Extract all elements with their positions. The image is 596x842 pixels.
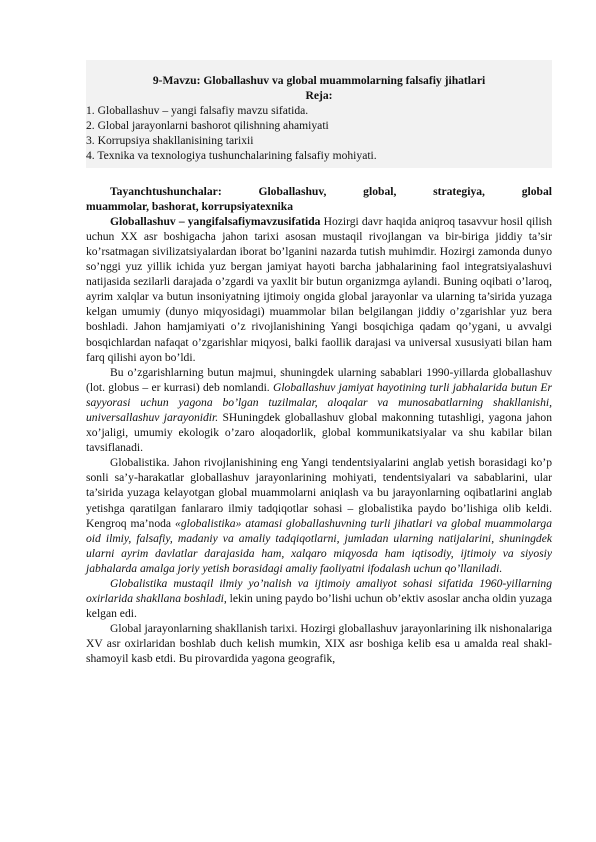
section-gap [86, 168, 552, 184]
origin-italic: Globalistika mustaqil ilmiy yo’nalish va ijtimoiy amaliyot sohasi sifatida 1960-yillarning oxirlarida shakllana boshladi [86, 577, 552, 606]
definition-italic: Globallashuv jamiyat hayotining turli jabhalarida butun Er sayyorasi uchun yagona bo’lgan tuzilmalar, aloqalar va munosabatlarning shakllanishi, universallashuv jarayonidir. [86, 380, 553, 424]
paragraph-body: , lekin uning paydo bo’lishi uchun ob’ektiv asoslar ancha oldin yuzaga kelgan edi. [86, 592, 553, 621]
lecture-header [86, 60, 552, 168]
globalistics-italic: «globalistika» atamasi globallashuvning turli jihatlari va global muammolarga oid ilmiy, falsafiy, madaniy va amaliy tadqiqotlarni, jumladan ularning natijalarini, shuningdek ularni ayrim davlatlar darajasida ham, xalqaro miqyosda ham iqtisodiy, ijtimoiy va siyosiy jabhalarda amalga joriy yetish borasidagi amaliy faoliyatni ifodalash uchun qo’llaniladi. [86, 516, 552, 575]
paragraph-lead-heading: Globallashuv – yangifalsafiymavzusifatida [110, 214, 321, 228]
plan-item-1: 1. Globallashuv – yangi falsafiy mavzu sifatida. [86, 104, 309, 118]
keywords-text-2: muammolar, bashorat, korrupsiyatexnika [86, 199, 293, 213]
lecture-title: 9-Mavzu: Globallashuv va global muammolarning falsafiy jihatlari [152, 74, 486, 87]
paragraph-history [86, 621, 552, 666]
paragraph-globalization [86, 214, 552, 365]
plan-heading: Reja: [305, 89, 333, 103]
document-page [86, 60, 552, 667]
paragraph-body: SHuningdek globallashuv global makonning tutashligi, yagona jahon xo’jaligi, umumiy ekologik o’zaro aloqadorlik, global kommunikatsiyalar va shu kabilar bilan tavsiflanadi. [86, 410, 552, 455]
plan-item-3: 3. Korrupsiya shakllanisining tarixii [86, 134, 254, 148]
plan-item-4: 4. Texnika va texnologiya tushunchalarining falsafiy mohiyati. [86, 149, 377, 163]
paragraph-body: Global jarayonlarning shakllanish tarixi. Hozirgi globallashuv jarayonlarining ilk nishonalariga XV asr oxirlaridan boshlab duch kelish mumkin, XIX asr boshiga kelib esa u amalda real shakl-shamoyil kasb etdi. Bu pirovardida yagona geografik, [86, 622, 552, 666]
keywords-text-1: Tayanchtushunchalar: Globallashuv, global, strategiya, global [110, 184, 552, 198]
paragraph-body: Hozirgi davr haqida aniqroq tasavvur hosil qilish uchun XX asr boshigacha jahon tarixi asosan mustaqil rivojlangan va bir-biriga jiddiy ta’sir ko’rsatmagan sivilizatsiyalardan iborat bo’lganini nazarda tutish muhimdir. Hozirgi zamonda dunyo so’nggi yuz yillik ichida yuz bergan jamiyat hayoti barcha jabhalarining faol integratsiyalashuvi natijasida sezilarli darajada o’zgardi va yaxlit bir butun organizmga aylandi. Buning oqibati o’laroq, ayrim xalqlar va butun insoniyatning ijtimoiy ongida global jarayonlar va ularning ta’sirida yuzaga kelgan umumiy (dunyo miqyosidagi) muammolar bilan belgilangan jiddiy o’zgarishlar yuz bera boshladi. Jahon hamjamiyati o’z rivojlanishining Yangi bosqichiga qadam qo’ygani, u avvalgi bosqichlardan nafaqat o’zgarishlar miqyosi, balki faollik darajasi va universal xususiyati bilan ham farq qilishi ayon bo’ldi. [86, 214, 552, 364]
keywords-line-1 [86, 184, 552, 199]
paragraph-body: Globalistika. Jahon rivojlanishining eng Yangi tendentsiyalarini anglab yetish borasidagi ko’p sonli sa’y-harakatlar globallashuv jarayonlarining mohiyati, tendentsiyalari va sabablarini, ular ta’sirida yuzaga kelayotgan global muammolarni aniqlash va bu jarayonlarning oqibatlarini anglab yetishga qaratilgan fanlararo ilmiy tadqiqotlar sohasi – globalistika paydo bo’lishiga olib keldi. Kengroq ma’noda [86, 456, 552, 530]
paragraph-definition [86, 365, 552, 456]
paragraph-globalistics-origin [86, 576, 552, 621]
paragraph-body: Bu o’zgarishlarning butun majmui, shuningdek ularning sabablari 1990-yillarda globallashuv (lot. globus – er kurrasi) deb nomlandi. [86, 365, 552, 394]
paragraph-globalistics [86, 455, 552, 576]
plan-item-2: 2. Global jarayonlarni bashorot qilishning ahamiyati [86, 119, 329, 133]
keywords-line-2 [86, 199, 552, 214]
